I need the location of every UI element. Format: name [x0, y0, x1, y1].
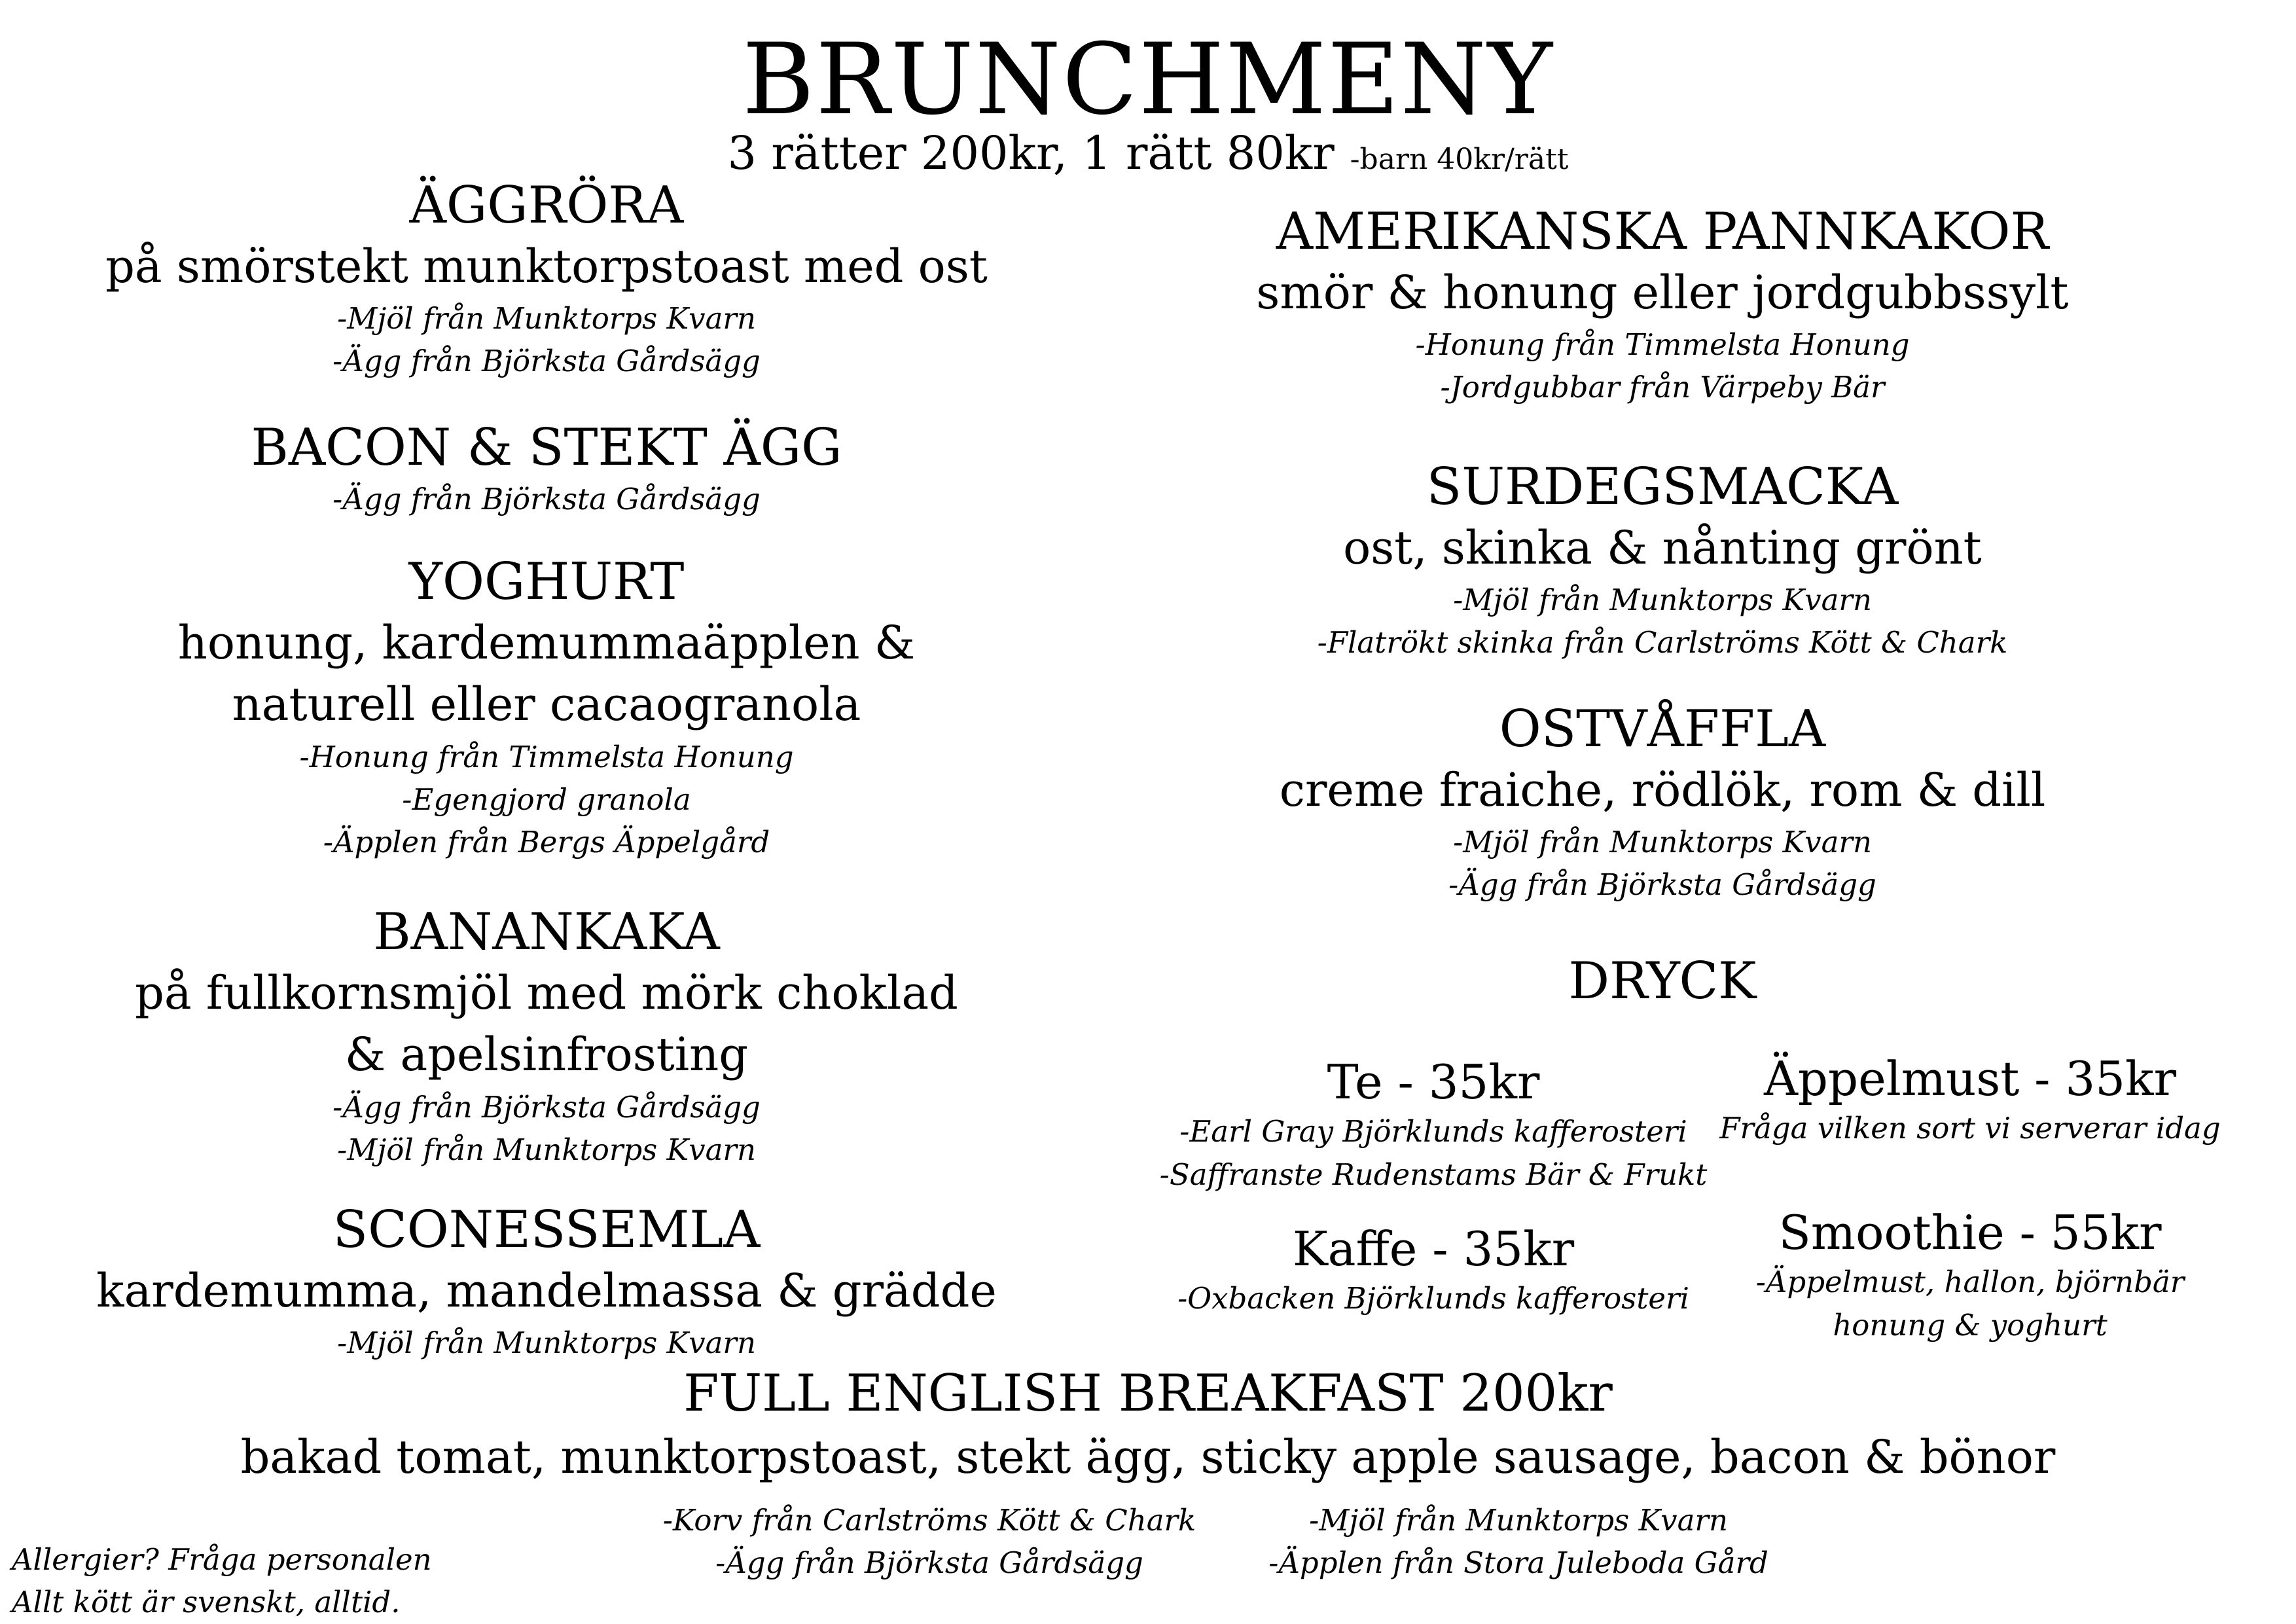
dish-name: SCONESSEMLA [332, 1200, 761, 1259]
dish-source: -Korv från Carlströms Kött & Chark [662, 1503, 1196, 1538]
footer-notes [12, 1538, 432, 1624]
pricing-text: 3 rätter 200kr, 1 rätt 80kr [727, 126, 1335, 180]
dish-aggrora [72, 177, 1021, 383]
dish-description: creme fraiche, rödlök, rom & dill [1279, 763, 2046, 817]
dish-name: OSTVÅFFLA [1499, 700, 1826, 759]
dish-name: SURDEGSMACKA [1426, 458, 1899, 516]
page-title: BRUNCHMENY [742, 23, 1554, 137]
dish-source: -Mjöl från Munktorps Kvarn [1453, 583, 1872, 618]
drinks-heading [1230, 952, 2094, 1011]
meat-origin-note: Allt kött är svenskt, alltid. [12, 1585, 401, 1620]
dish-source: -Mjöl från Munktorps Kvarn [1309, 1503, 1728, 1538]
dish-source: -Jordgubbar från Värpeby Bär [1440, 370, 1885, 405]
dish-source: -Ägg från Björksta Gårdsägg [332, 481, 761, 516]
drink-name: Te - 35kr [1327, 1055, 1540, 1110]
dish-amerikanska-pannkakor [1230, 203, 2094, 409]
pricing-line [0, 128, 2296, 179]
dish-surdegsmacka [1230, 458, 2094, 664]
drink-name: Kaffe - 35kr [1292, 1221, 1575, 1276]
dish-description: honung, kardemummaäpplen & [177, 615, 916, 670]
dish-description: på smörstekt munktorpstoast med ost [105, 239, 988, 293]
drink-note: honung & yoghurt [1833, 1307, 2108, 1343]
dish-source: -Äpplen från Stora Juleboda Gård [1268, 1545, 1768, 1581]
drink-te [1139, 1054, 1728, 1196]
dish-yoghurt [72, 553, 1021, 863]
allergy-note: Allergier? Fråga personalen [12, 1542, 432, 1577]
drink-note: -Saffranste Rudenstams Bär & Frukt [1159, 1157, 1708, 1192]
dish-source: -Honung från Timmelsta Honung [1415, 327, 1910, 363]
dish-ostvaffla [1230, 700, 2094, 907]
dish-description: & apelsinfrosting [344, 1028, 749, 1082]
dish-name: BACON & STEKT ÄGG [251, 418, 842, 477]
dish-name: FULL ENGLISH BREAKFAST 200kr [683, 1364, 1613, 1423]
drink-note: Fråga vilken sort vi serverar idag [1719, 1111, 2221, 1146]
dish-description: smör & honung eller jordgubbssylt [1256, 265, 2069, 319]
dish-source: -Ägg från Björksta Gårdsägg [332, 1089, 761, 1125]
full-english-sources-right [1165, 1499, 1872, 1585]
dish-name: AMERIKANSKA PANNKAKOR [1276, 202, 2049, 261]
drink-kaffe [1139, 1221, 1728, 1320]
dish-full-english [0, 1365, 2296, 1488]
dish-description: naturell eller cacaogranola [232, 677, 861, 732]
dish-description: på fullkornsmjöl med mörk choklad [135, 965, 958, 1020]
dish-source: -Mjöl från Munktorps Kvarn [337, 1326, 756, 1361]
dish-source: -Mjöl från Munktorps Kvarn [337, 1132, 756, 1167]
dish-sconessemla [72, 1201, 1021, 1364]
drink-note: -Earl Gray Björklunds kafferosteri [1179, 1114, 1687, 1149]
dish-source: -Ägg från Björksta Gårdsägg [332, 344, 761, 379]
dish-source: -Mjöl från Munktorps Kvarn [1453, 825, 1872, 860]
drink-note: -Äppelmust, hallon, björnbär [1755, 1265, 2185, 1300]
dish-source: -Egengjord granola [402, 782, 691, 817]
section-heading: DRYCK [1568, 952, 1757, 1011]
dish-source: -Ägg från Björksta Gårdsägg [1448, 867, 1876, 903]
dish-description: bakad tomat, munktorpstoast, stekt ägg, sticky apple sausage, bacon & bönor [240, 1430, 2056, 1484]
dish-bacon-stekt-agg [72, 419, 1021, 520]
dish-source: -Flatrökt skinka från Carlströms Kött & Chark [1317, 625, 2008, 660]
dish-source: -Honung från Timmelsta Honung [299, 739, 794, 774]
drink-name: Smoothie - 55kr [1778, 1205, 2162, 1260]
dish-source: -Ägg från Björksta Gårdsägg [715, 1545, 1143, 1581]
drink-note: -Oxbacken Björklunds kafferosteri [1177, 1281, 1689, 1316]
dish-name: ÄGGRÖRA [409, 176, 684, 235]
drink-name: Äppelmust - 35kr [1763, 1051, 2177, 1106]
child-price-text: -barn 40kr/rätt [1350, 143, 1569, 176]
dish-banankaka [72, 903, 1021, 1171]
dish-name: YOGHURT [408, 552, 685, 611]
dish-source: -Mjöl från Munktorps Kvarn [337, 301, 756, 336]
drink-smoothie [1708, 1204, 2232, 1346]
dish-description: kardemumma, mandelmassa & grädde [96, 1263, 997, 1318]
dish-name: BANANKAKA [373, 903, 720, 962]
dish-source: -Äpplen från Bergs Äppelgård [323, 825, 770, 860]
dish-description: ost, skinka & nånting grönt [1343, 520, 1982, 575]
drink-appelmust [1708, 1051, 2232, 1150]
